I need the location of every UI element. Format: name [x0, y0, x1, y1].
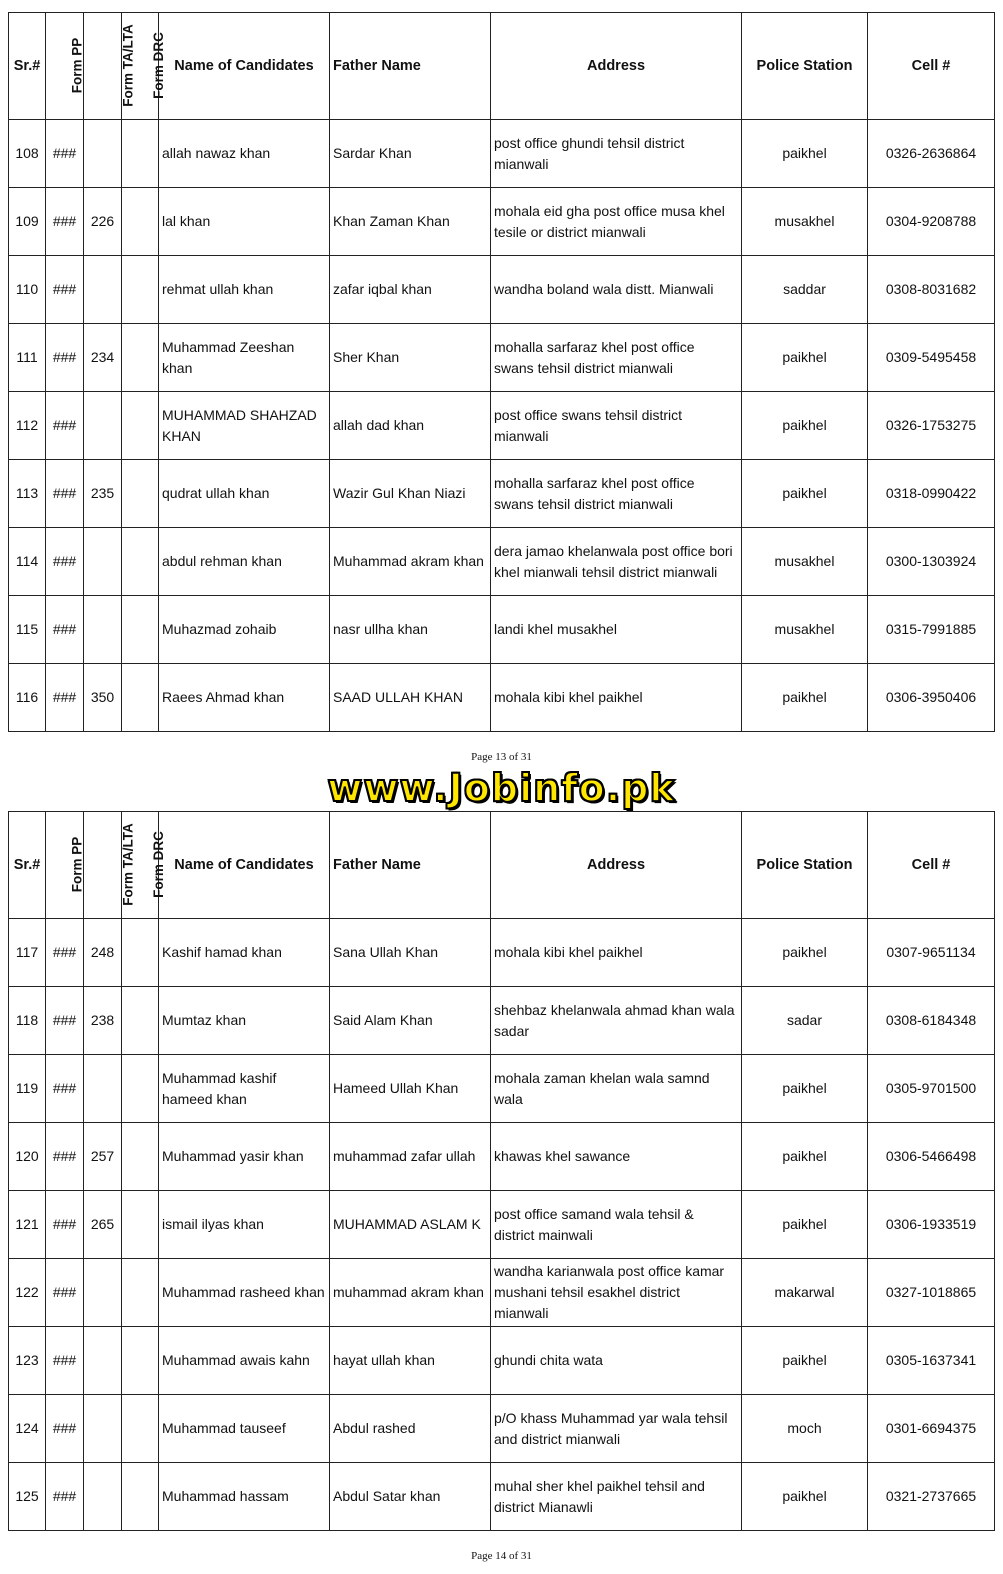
- table-row: [9, 324, 995, 392]
- cell-phone: 0306-3950406: [868, 664, 995, 732]
- cell-form-ta-lta: 238: [84, 987, 122, 1055]
- header-form-ta-lta: Form TA/LTA: [84, 812, 122, 919]
- cell-form-pp: ###: [46, 188, 84, 256]
- cell-father-name: Sardar Khan: [330, 120, 491, 188]
- cell-form-ta-lta: [84, 528, 122, 596]
- cell-phone: 0301-6694375: [868, 1395, 995, 1463]
- cell-address: khawas khel sawance: [491, 1123, 742, 1191]
- cell-police-station: paikhel: [742, 919, 868, 987]
- cell-form-drc: [122, 1055, 159, 1123]
- cell-form-drc: [122, 120, 159, 188]
- cell-sr: 119: [9, 1055, 46, 1123]
- cell-father-name: Abdul Satar khan: [330, 1463, 491, 1531]
- table-row: [9, 392, 995, 460]
- cell-form-drc: [122, 1191, 159, 1259]
- cell-form-ta-lta: 350: [84, 664, 122, 732]
- cell-phone: 0304-9208788: [868, 188, 995, 256]
- cell-candidate-name: Muhammad rasheed khan: [159, 1259, 330, 1327]
- cell-phone: 0321-2737665: [868, 1463, 995, 1531]
- cell-father-name: Sher Khan: [330, 324, 491, 392]
- cell-police-station: sadar: [742, 987, 868, 1055]
- cell-form-pp: ###: [46, 1123, 84, 1191]
- table-row: [9, 1327, 995, 1395]
- cell-police-station: paikhel: [742, 1123, 868, 1191]
- cell-form-pp: ###: [46, 987, 84, 1055]
- cell-police-station: paikhel: [742, 392, 868, 460]
- cell-phone: 0306-5466498: [868, 1123, 995, 1191]
- cell-father-name: Muhammad akram khan: [330, 528, 491, 596]
- header-name: Name of Candidates: [159, 13, 330, 120]
- header-form-pp: Form PP: [46, 812, 84, 919]
- header-sr: Sr.#: [9, 812, 46, 919]
- cell-address: mohalla sarfaraz khel post office swans tehsil district mianwali: [491, 460, 742, 528]
- cell-father-name: Khan Zaman Khan: [330, 188, 491, 256]
- cell-police-station: paikhel: [742, 460, 868, 528]
- cell-form-ta-lta: 234: [84, 324, 122, 392]
- cell-address: post office samand wala tehsil & district mainwali: [491, 1191, 742, 1259]
- cell-form-ta-lta: [84, 1463, 122, 1531]
- cell-father-name: Wazir Gul Khan Niazi: [330, 460, 491, 528]
- cell-father-name: muhammad akram khan: [330, 1259, 491, 1327]
- cell-candidate-name: allah nawaz khan: [159, 120, 330, 188]
- table-row: [9, 1395, 995, 1463]
- cell-phone: 0318-0990422: [868, 460, 995, 528]
- header-address: Address: [491, 812, 742, 919]
- cell-sr: 117: [9, 919, 46, 987]
- table-row: [9, 120, 995, 188]
- cell-form-ta-lta: 265: [84, 1191, 122, 1259]
- candidates-table-page-13: [8, 12, 995, 732]
- header-form-pp: Form PP: [46, 13, 84, 120]
- cell-father-name: Said Alam Khan: [330, 987, 491, 1055]
- cell-police-station: paikhel: [742, 324, 868, 392]
- cell-candidate-name: Kashif hamad khan: [159, 919, 330, 987]
- cell-form-ta-lta: 235: [84, 460, 122, 528]
- cell-police-station: musakhel: [742, 596, 868, 664]
- cell-form-ta-lta: 248: [84, 919, 122, 987]
- cell-address: post office ghundi tehsil district mianwali: [491, 120, 742, 188]
- cell-candidate-name: abdul rehman khan: [159, 528, 330, 596]
- table-row: [9, 664, 995, 732]
- cell-father-name: Hameed Ullah Khan: [330, 1055, 491, 1123]
- cell-form-pp: ###: [46, 919, 84, 987]
- cell-sr: 113: [9, 460, 46, 528]
- cell-form-pp: ###: [46, 1463, 84, 1531]
- table-body: [9, 919, 995, 1531]
- page-footer: Page 13 of 31: [471, 751, 532, 763]
- cell-phone: 0305-9701500: [868, 1055, 995, 1123]
- table-row: [9, 1055, 995, 1123]
- header-form-drc: Form DRC: [122, 13, 159, 120]
- cell-phone: 0326-1753275: [868, 392, 995, 460]
- cell-father-name: Abdul rashed: [330, 1395, 491, 1463]
- cell-form-drc: [122, 392, 159, 460]
- cell-phone: 0309-5495458: [868, 324, 995, 392]
- cell-phone: 0308-8031682: [868, 256, 995, 324]
- cell-phone: 0308-6184348: [868, 987, 995, 1055]
- table-header-row: [9, 812, 995, 919]
- table-row: [9, 596, 995, 664]
- cell-form-pp: ###: [46, 664, 84, 732]
- cell-address: shehbaz khelanwala ahmad khan wala sadar: [491, 987, 742, 1055]
- table-header-row: [9, 13, 995, 120]
- watermark-text: www.Jobinfo.pk: [327, 766, 676, 810]
- cell-phone: 0315-7991885: [868, 596, 995, 664]
- cell-address: mohalla sarfaraz khel post office swans tehsil district mianwali: [491, 324, 742, 392]
- cell-police-station: paikhel: [742, 1463, 868, 1531]
- cell-police-station: paikhel: [742, 120, 868, 188]
- cell-form-ta-lta: [84, 1395, 122, 1463]
- cell-candidate-name: MUHAMMAD SHAHZAD KHAN: [159, 392, 330, 460]
- cell-sr: 115: [9, 596, 46, 664]
- cell-form-drc: [122, 664, 159, 732]
- cell-form-drc: [122, 919, 159, 987]
- cell-father-name: Sana Ullah Khan: [330, 919, 491, 987]
- table-row: [9, 1463, 995, 1531]
- cell-sr: 116: [9, 664, 46, 732]
- cell-form-drc: [122, 188, 159, 256]
- table-row: [9, 528, 995, 596]
- cell-address: wandha boland wala distt. Mianwali: [491, 256, 742, 324]
- cell-sr: 109: [9, 188, 46, 256]
- cell-candidate-name: Muhammad tauseef: [159, 1395, 330, 1463]
- cell-candidate-name: Muhammad hassam: [159, 1463, 330, 1531]
- cell-phone: 0300-1303924: [868, 528, 995, 596]
- cell-form-drc: [122, 1259, 159, 1327]
- header-address: Address: [491, 13, 742, 120]
- cell-sr: 118: [9, 987, 46, 1055]
- cell-form-ta-lta: [84, 1259, 122, 1327]
- cell-candidate-name: Raees Ahmad khan: [159, 664, 330, 732]
- cell-form-drc: [122, 1327, 159, 1395]
- cell-father-name: nasr ullha khan: [330, 596, 491, 664]
- cell-police-station: musakhel: [742, 528, 868, 596]
- cell-sr: 110: [9, 256, 46, 324]
- cell-form-pp: ###: [46, 1055, 84, 1123]
- header-form-ta-lta: Form TA/LTA: [84, 13, 122, 120]
- cell-address: dera jamao khelanwala post office bori khel mianwali tehsil district mianwali: [491, 528, 742, 596]
- cell-candidate-name: ismail ilyas khan: [159, 1191, 330, 1259]
- cell-candidate-name: lal khan: [159, 188, 330, 256]
- cell-candidate-name: rehmat ullah khan: [159, 256, 330, 324]
- header-police-station: Police Station: [742, 13, 868, 120]
- cell-police-station: saddar: [742, 256, 868, 324]
- header-cell: Cell #: [868, 13, 995, 120]
- cell-police-station: musakhel: [742, 188, 868, 256]
- cell-form-pp: ###: [46, 120, 84, 188]
- cell-sr: 108: [9, 120, 46, 188]
- header-sr: Sr.#: [9, 13, 46, 120]
- cell-police-station: paikhel: [742, 664, 868, 732]
- cell-sr: 111: [9, 324, 46, 392]
- cell-form-drc: [122, 1463, 159, 1531]
- cell-police-station: moch: [742, 1395, 868, 1463]
- cell-candidate-name: Muhammad kashif hameed khan: [159, 1055, 330, 1123]
- cell-form-ta-lta: [84, 120, 122, 188]
- cell-address: mohala eid gha post office musa khel tesile or district mianwali: [491, 188, 742, 256]
- cell-phone: 0327-1018865: [868, 1259, 995, 1327]
- cell-sr: 123: [9, 1327, 46, 1395]
- cell-form-pp: ###: [46, 1327, 84, 1395]
- cell-form-pp: ###: [46, 392, 84, 460]
- cell-address: mohala kibi khel paikhel: [491, 664, 742, 732]
- cell-address: p/O khass Muhammad yar wala tehsil and district mianwali: [491, 1395, 742, 1463]
- cell-sr: 124: [9, 1395, 46, 1463]
- cell-father-name: SAAD ULLAH KHAN: [330, 664, 491, 732]
- header-father: Father Name: [330, 13, 491, 120]
- cell-sr: 125: [9, 1463, 46, 1531]
- cell-form-drc: [122, 460, 159, 528]
- cell-police-station: makarwal: [742, 1259, 868, 1327]
- cell-father-name: zafar iqbal khan: [330, 256, 491, 324]
- cell-form-pp: ###: [46, 324, 84, 392]
- cell-form-pp: ###: [46, 1395, 84, 1463]
- cell-phone: 0307-9651134: [868, 919, 995, 987]
- cell-address: landi khel musakhel: [491, 596, 742, 664]
- header-police-station: Police Station: [742, 812, 868, 919]
- cell-sr: 120: [9, 1123, 46, 1191]
- cell-father-name: MUHAMMAD ASLAM K: [330, 1191, 491, 1259]
- cell-form-drc: [122, 1123, 159, 1191]
- cell-father-name: hayat ullah khan: [330, 1327, 491, 1395]
- table-row: [9, 1123, 995, 1191]
- cell-form-pp: ###: [46, 460, 84, 528]
- cell-sr: 122: [9, 1259, 46, 1327]
- cell-form-pp: ###: [46, 1259, 84, 1327]
- header-father: Father Name: [330, 812, 491, 919]
- cell-address: mohala zaman khelan wala samnd wala: [491, 1055, 742, 1123]
- cell-police-station: paikhel: [742, 1327, 868, 1395]
- table-row: [9, 1191, 995, 1259]
- cell-phone: 0305-1637341: [868, 1327, 995, 1395]
- cell-police-station: paikhel: [742, 1191, 868, 1259]
- cell-phone: 0326-2636864: [868, 120, 995, 188]
- cell-address: post office swans tehsil district mianwali: [491, 392, 742, 460]
- cell-form-ta-lta: [84, 256, 122, 324]
- cell-form-drc: [122, 528, 159, 596]
- cell-candidate-name: Muhammad Zeeshan khan: [159, 324, 330, 392]
- table-row: [9, 919, 995, 987]
- header-name: Name of Candidates: [159, 812, 330, 919]
- cell-form-ta-lta: [84, 596, 122, 664]
- cell-form-ta-lta: 226: [84, 188, 122, 256]
- cell-address: muhal sher khel paikhel tehsil and district Mianawli: [491, 1463, 742, 1531]
- cell-sr: 112: [9, 392, 46, 460]
- cell-candidate-name: Muhammad yasir khan: [159, 1123, 330, 1191]
- cell-phone: 0306-1933519: [868, 1191, 995, 1259]
- candidates-table-page-14: [8, 811, 995, 1531]
- cell-address: ghundi chita wata: [491, 1327, 742, 1395]
- table-row: [9, 1259, 995, 1327]
- cell-candidate-name: Mumtaz khan: [159, 987, 330, 1055]
- cell-candidate-name: Muhammad awais kahn: [159, 1327, 330, 1395]
- cell-form-ta-lta: 257: [84, 1123, 122, 1191]
- cell-form-drc: [122, 1395, 159, 1463]
- table-row: [9, 460, 995, 528]
- cell-police-station: paikhel: [742, 1055, 868, 1123]
- cell-form-ta-lta: [84, 1327, 122, 1395]
- cell-address: mohala kibi khel paikhel: [491, 919, 742, 987]
- page-footer: Page 14 of 31: [471, 1550, 532, 1562]
- cell-sr: 121: [9, 1191, 46, 1259]
- cell-form-drc: [122, 324, 159, 392]
- cell-form-ta-lta: [84, 1055, 122, 1123]
- header-cell: Cell #: [868, 812, 995, 919]
- cell-form-pp: ###: [46, 528, 84, 596]
- cell-form-drc: [122, 987, 159, 1055]
- cell-form-pp: ###: [46, 1191, 84, 1259]
- table-row: [9, 256, 995, 324]
- cell-address: wandha karianwala post office kamar mushani tehsil esakhel district mianwali: [491, 1259, 742, 1327]
- cell-candidate-name: qudrat ullah khan: [159, 460, 330, 528]
- table-row: [9, 188, 995, 256]
- cell-father-name: allah dad khan: [330, 392, 491, 460]
- cell-form-ta-lta: [84, 392, 122, 460]
- cell-form-pp: ###: [46, 256, 84, 324]
- cell-form-drc: [122, 596, 159, 664]
- cell-form-pp: ###: [46, 596, 84, 664]
- cell-sr: 114: [9, 528, 46, 596]
- header-form-drc: Form DRC: [122, 812, 159, 919]
- table-row: [9, 987, 995, 1055]
- table-body: [9, 120, 995, 732]
- cell-father-name: muhammad zafar ullah: [330, 1123, 491, 1191]
- cell-form-drc: [122, 256, 159, 324]
- cell-candidate-name: Muhazmad zohaib: [159, 596, 330, 664]
